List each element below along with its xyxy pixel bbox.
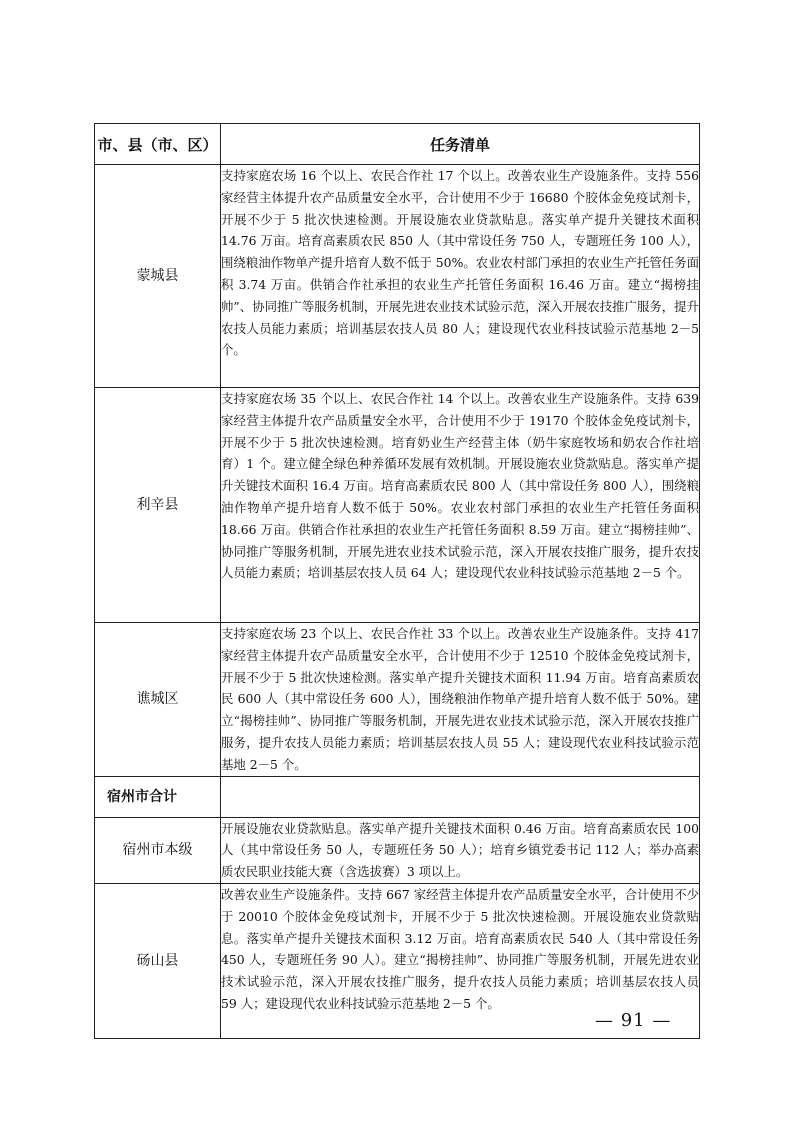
task-text: 改善农业生产设施条件。支持 667 家经营主体提升农产品质量安全水平，合计使用不少于 20010 个胶体金免疫试剂卡，开展不少于 5 批次快速检测。开展设施农业贷款贴息。落实单产提升关键技术面积 3.12 万亩。培育高素质农民 540 人（其中常设任务 450 人，专题班任务 90 人）。建立“揭榜挂帅”、协同推广等服务机制，开展先进农业技术试验示范，深入开展农技推广服务，提升农技人员能力素质；培训基层农技人员 59 人；建设现代农业科技试验示范基地 2－5 个。 <box>221 886 699 1011</box>
task-text: 支持家庭农场 23 个以上、农民合作社 33 个以上。改善农业生产设施条件。支持 417 家经营主体提升农产品质量安全水平，合计使用不少于 12510 个胶体金免疫试剂卡，开展不少于 5 批次快速检测。落实单产提升关键技术面积 11.94 万亩。培育高素质农民 600 人（其中常设任务 600 人），围绕粮油作物单产提升培育人数不低于 50%。建立“揭榜挂帅”、协同推广等服务机制，开展先进农业技术试验示范，深入开展农技推广服务，提升农技人员能力素质；培训基层农技人员 55 人；建设现代农业科技试验示范基地 2－5 个。 <box>221 626 699 772</box>
header-tasks: 任务清单 <box>221 124 700 165</box>
task-cell <box>221 165 700 388</box>
task-cell <box>221 388 700 623</box>
table-row <box>95 776 700 817</box>
region-cell: 蒙城县 <box>95 165 221 388</box>
table-header-row <box>95 124 700 165</box>
page-number: — 91 — <box>595 1010 672 1031</box>
task-text: 开展设施农业贷款贴息。落实单产提升关键技术面积 0.46 万亩。培育高素质农民 100 人（其中常设任务 50 人，专题班任务 50 人）；培育乡镇党委书记 112 人；举办高素质农民职业技能大赛（含选拔赛）3 项以上。 <box>221 820 699 880</box>
task-text: 支持家庭农场 16 个以上、农民合作社 17 个以上。改善农业生产设施条件。支持 556 家经营主体提升农产品质量安全水平，合计使用不少于 16680 个胶体金免疫试剂卡，开展不少于 5 批次快速检测。开展设施农业贷款贴息。落实单产提升关键技术面积 14.76 万亩。培育高素质农民 850 人（其中常设任务 750 人，专题班任务 100 人），围绕粮油作物单产提升培育人数不低于 50%。农业农村部门承担的农业生产托管任务面积 3.74 万亩。供销合作社承担的农业生产托管任务面积 16.46 万亩。建立“揭榜挂帅”、协同推广等服务机制，开展先进农业技术试验示范，深入开展农技推广服务，提升农技人员能力素质；培训基层农技人员 80 人；建设现代农业科技试验示范基地 2－5 个。 <box>221 168 699 358</box>
task-list-table <box>94 123 700 1039</box>
table-row <box>95 623 700 777</box>
task-cell <box>221 817 700 883</box>
header-region: 市、县（市、区） <box>95 124 221 165</box>
region-cell: 谯城区 <box>95 623 221 777</box>
table-row <box>95 817 700 883</box>
table-row <box>95 165 700 388</box>
region-cell: 宿州市本级 <box>95 817 221 883</box>
region-cell: 宿州市合计 <box>95 776 221 817</box>
task-cell <box>221 623 700 777</box>
table-row <box>95 388 700 623</box>
region-cell: 利辛县 <box>95 388 221 623</box>
region-cell: 砀山县 <box>95 883 221 1038</box>
task-cell <box>221 776 700 817</box>
task-text: 支持家庭农场 35 个以上、农民合作社 14 个以上。改善农业生产设施条件。支持 639 家经营主体提升农产品质量安全水平，合计使用不少于 19170 个胶体金免疫试剂卡，开展不少于 5 批次快速检测。培育奶业生产经营主体（奶牛家庭牧场和奶农合作社培育）1 个。建立健全绿色种养循环发展有效机制。开展设施农业贷款贴息。落实单产提升关键技术面积 16.4 万亩。培育高素质农民 800 人（其中常设任务 800 人），围绕粮油作物单产提升培育人数不低于 50%。农业农村部门承担的农业生产托管任务面积 18.66 万亩。供销合作社承担的农业生产托管任务面积 8.59 万亩。建立“揭榜挂帅”、协同推广等服务机制，开展先进农业技术试验示范，深入开展农技推广服务，提升农技人员能力素质；培训基层农技人员 64 人；建设现代农业科技试验示范基地 2－5 个。 <box>221 391 699 581</box>
